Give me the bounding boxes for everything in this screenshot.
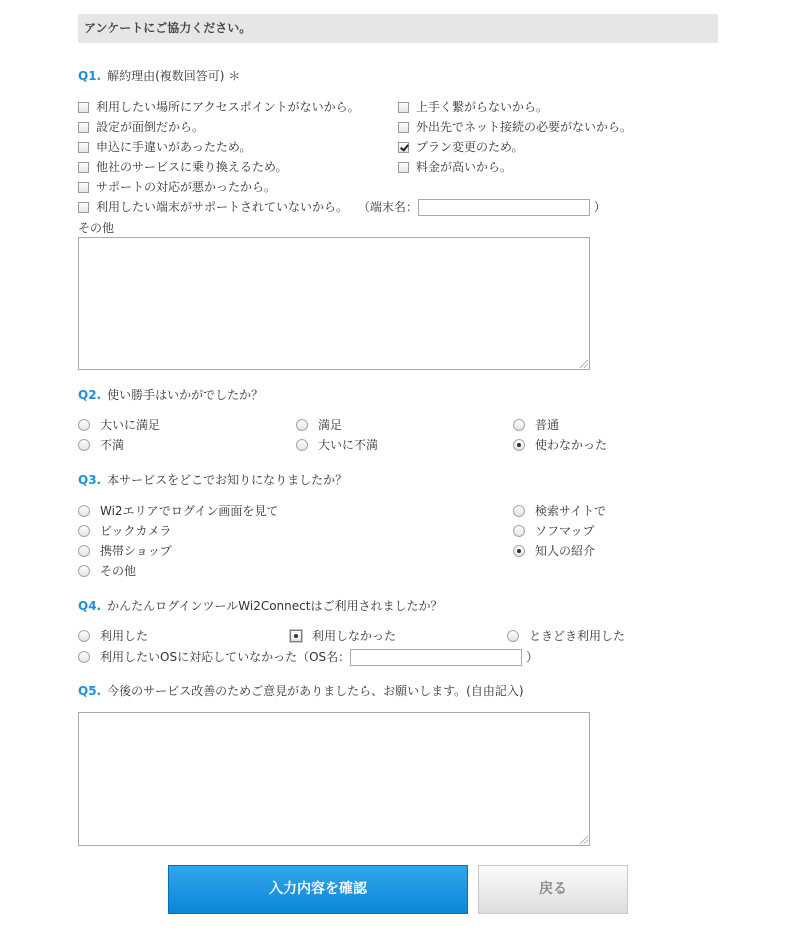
checkbox[interactable] [398, 102, 409, 113]
radio[interactable] [513, 505, 525, 517]
back-button[interactable]: 戻る [478, 865, 628, 914]
option-label: 利用したい端末がサポートされていないから。 [96, 200, 349, 214]
checkbox[interactable] [78, 102, 89, 113]
option-label: 利用した [100, 629, 149, 643]
q4-option-used[interactable] [78, 628, 148, 644]
q3-number: Q3. [78, 473, 102, 487]
checkbox[interactable] [78, 122, 89, 133]
option-label: 使わなかった [535, 438, 608, 452]
checkbox-checked[interactable] [398, 142, 409, 153]
radio[interactable] [78, 419, 90, 431]
q1-option-switch-provider[interactable] [78, 159, 288, 175]
q4-option-os-unsupported-row [78, 649, 538, 666]
q4-number: Q4. [78, 599, 102, 613]
option-label: 料金が高いから。 [416, 160, 513, 174]
radio-selected[interactable] [513, 545, 525, 557]
q5-title: 今後のサービス改善のためご意見がありましたら、お願いします。(自由記入) [107, 684, 524, 698]
radio[interactable] [78, 439, 90, 451]
radio[interactable] [78, 565, 90, 577]
q1-option-bad-support[interactable] [78, 179, 276, 195]
option-label: 上手く繋がらないから。 [416, 100, 549, 114]
option-label: 不満 [100, 438, 125, 452]
os-name-suffix: ） [526, 650, 539, 664]
q3-option-search-site[interactable] [513, 503, 606, 519]
q4-option-not-used[interactable] [290, 628, 396, 644]
radio[interactable] [507, 630, 519, 642]
q1-option-plan-change[interactable] [398, 139, 524, 155]
device-name-input[interactable] [418, 199, 590, 216]
option-label: ときどき利用した [529, 629, 626, 643]
radio[interactable] [296, 419, 308, 431]
radio[interactable] [78, 545, 90, 557]
q1-title: 解約理由(複数回答可) ＊ [107, 69, 241, 83]
q4-heading [78, 597, 442, 614]
q2-option-neutral[interactable] [513, 417, 559, 433]
option-label: 設定が面倒だから。 [96, 120, 205, 134]
q1-option-bad-connection[interactable] [398, 99, 548, 115]
checkbox[interactable] [78, 142, 89, 153]
option-label: Wi2エリアでログイン画面を見て [100, 504, 279, 518]
option-label: 満足 [318, 418, 343, 432]
radio[interactable] [78, 505, 90, 517]
resize-grip-icon[interactable] [580, 360, 588, 368]
q3-option-sofmap[interactable] [513, 523, 595, 539]
checkbox[interactable] [78, 202, 89, 213]
radio[interactable] [513, 525, 525, 537]
confirm-button[interactable]: 入力内容を確認 [168, 865, 468, 914]
q2-option-very-satisfied[interactable] [78, 417, 160, 433]
q1-option-no-need[interactable] [398, 119, 632, 135]
q4-title: かんたんログインツールWi2Connectはご利用されましたか？ [107, 599, 443, 613]
radio-selected[interactable] [290, 630, 302, 642]
device-name-suffix: ） [593, 200, 606, 214]
q1-option-setup-hassle[interactable] [78, 119, 204, 135]
q1-number: Q1. [78, 69, 102, 83]
option-label: 携帯ショップ [100, 544, 172, 558]
q3-option-other[interactable] [78, 563, 136, 579]
q3-heading [78, 471, 347, 488]
option-label: 大いに不満 [318, 438, 379, 452]
option-label: 大いに満足 [100, 418, 161, 432]
q1-option-device-unsupported-row [78, 199, 606, 216]
option-label: 利用したいOSに対応していなかった（OS名： [100, 650, 351, 664]
q2-option-very-dissatisfied[interactable] [296, 437, 378, 453]
q3-option-mobile-shop[interactable] [78, 543, 172, 559]
q2-option-did-not-use[interactable] [513, 437, 607, 453]
q5-number: Q5. [78, 684, 102, 698]
radio[interactable] [78, 630, 90, 642]
option-label: その他 [100, 564, 137, 578]
q5-heading [78, 682, 524, 699]
q1-other-textarea[interactable] [78, 237, 590, 370]
checkbox[interactable] [398, 122, 409, 133]
checkbox[interactable] [398, 162, 409, 173]
option-label: 知人の紹介 [535, 544, 596, 558]
option-label: 外出先でネット接続の必要がないから。 [416, 120, 633, 134]
resize-grip-icon[interactable] [580, 836, 588, 844]
q1-other-label: その他 [78, 221, 115, 235]
option-label: 検索サイトで [535, 504, 607, 518]
survey-header: アンケートにご協力ください。 [78, 14, 718, 43]
option-label: 利用しなかった [312, 629, 397, 643]
option-label: サポートの対応が悪かったから。 [96, 180, 277, 194]
q2-heading [78, 386, 263, 403]
q3-option-wi2-login[interactable] [78, 503, 278, 519]
q2-title: 使い勝手はいかがでしたか？ [107, 388, 264, 402]
q3-option-referral[interactable] [513, 543, 595, 559]
q1-option-application-error[interactable] [78, 139, 251, 155]
option-label: プラン変更のため。 [416, 140, 524, 154]
q2-option-dissatisfied[interactable] [78, 437, 124, 453]
q3-title: 本サービスをどこでお知りになりましたか？ [107, 473, 348, 487]
radio-selected[interactable] [513, 439, 525, 451]
q1-heading [78, 67, 240, 84]
radio[interactable] [513, 419, 525, 431]
option-label: 普通 [535, 418, 560, 432]
checkbox[interactable] [78, 162, 89, 173]
option-label: ビックカメラ [100, 524, 172, 538]
q1-option-expensive[interactable] [398, 159, 512, 175]
option-label: ソフマップ [535, 524, 595, 538]
option-label: 申込に手違いがあったため。 [96, 140, 252, 154]
q5-comments-textarea[interactable] [78, 712, 590, 846]
q1-option-no-access-point[interactable] [78, 99, 360, 115]
q2-option-satisfied[interactable] [296, 417, 342, 433]
q3-option-bic-camera[interactable] [78, 523, 172, 539]
os-name-input[interactable] [350, 649, 522, 666]
radio[interactable] [296, 439, 308, 451]
q4-option-sometimes[interactable] [507, 628, 625, 644]
device-name-prefix: （端末名： [357, 200, 418, 214]
q2-number: Q2. [78, 388, 102, 402]
radio[interactable] [78, 651, 90, 663]
checkbox[interactable] [78, 182, 89, 193]
radio[interactable] [78, 525, 90, 537]
option-label: 利用したい場所にアクセスポイントがないから。 [96, 100, 360, 114]
option-label: 他社のサービスに乗り換えるため。 [96, 160, 288, 174]
